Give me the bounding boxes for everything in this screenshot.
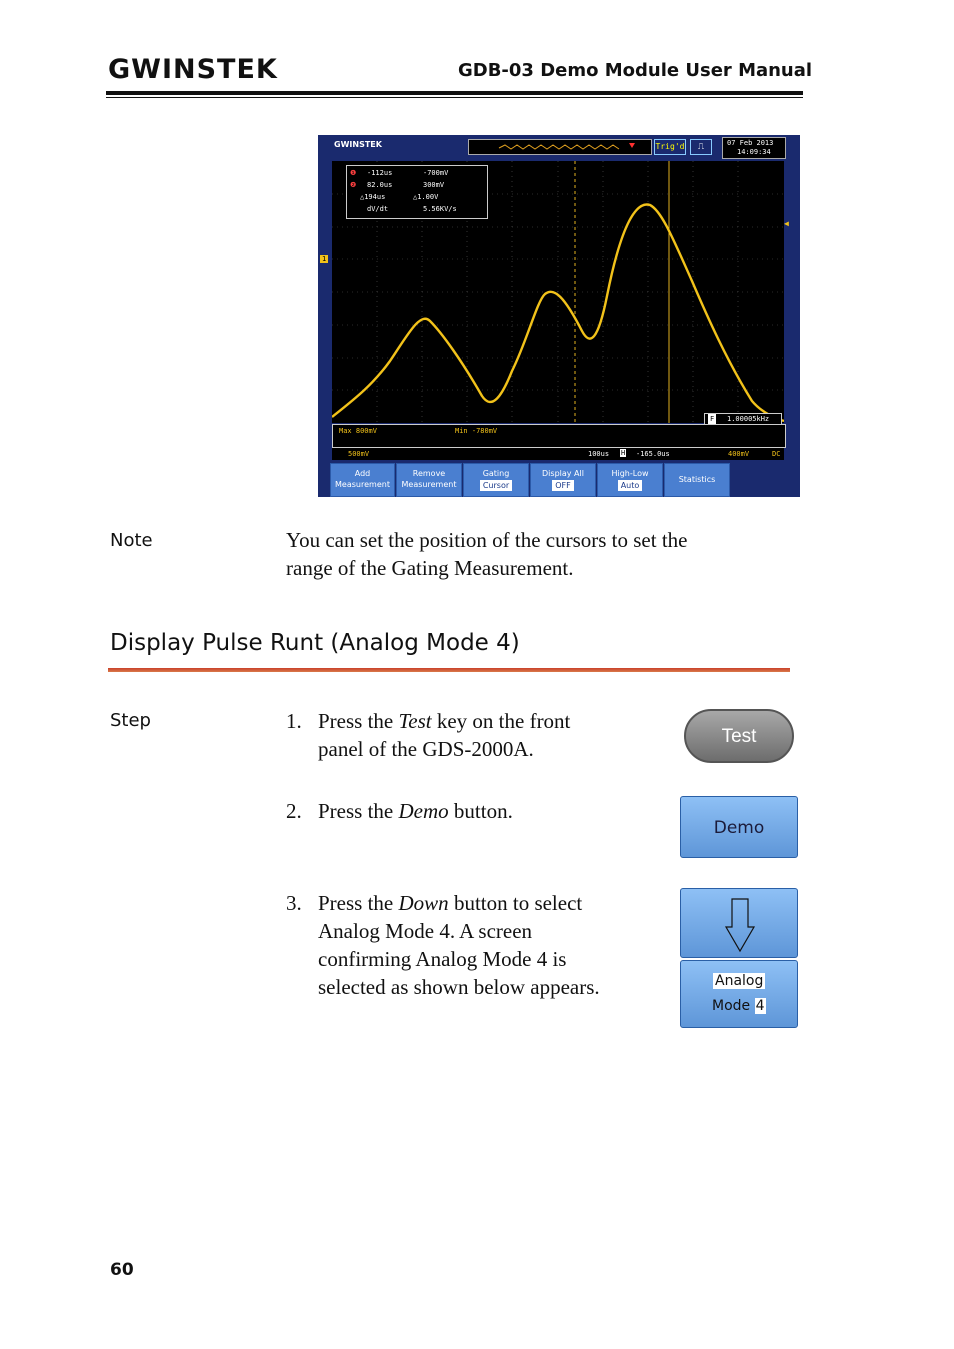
trigger-level: 400mV (728, 450, 750, 458)
trigger-edge-icon: ⎍ (690, 139, 712, 155)
dvdt-label: dV/dt (367, 205, 389, 213)
stat-min: Min -780mV (455, 427, 498, 435)
memory-bar (468, 139, 652, 155)
note-label: Note (110, 530, 153, 551)
cursor-1-volt: -700mV (423, 169, 449, 177)
ch1-scale: 500mV (348, 450, 370, 458)
cursor-2-time: 82.0us (367, 181, 393, 189)
horizontal-position: -165.0us (636, 450, 670, 458)
stat-max: Max 800mV (339, 427, 377, 435)
page-number: 60 (110, 1260, 134, 1280)
note-text: You can set the position of the cursors to set the range of the Gating Measurement. (286, 528, 688, 580)
demo-button: Demo (680, 796, 798, 858)
trigger-level-marker: ◀ (784, 219, 789, 228)
horizontal-icon: H (621, 449, 626, 457)
header-rule-thin (106, 97, 803, 98)
delta-volt: △1.00V (413, 193, 439, 201)
header-rule (106, 91, 803, 95)
memory-wave-icon (469, 140, 651, 154)
softkey-remove-measurement: Remove Measurement (396, 463, 462, 497)
scope-date: 07 Feb 2013 (727, 139, 774, 147)
step-item-1: 1. Press the Test key on the front panel of the GDS-2000A. (286, 709, 571, 761)
frequency-icon: F (710, 415, 715, 423)
brand-logo: GWINSTEK (108, 54, 278, 85)
section-rule (108, 668, 790, 672)
oscilloscope-screenshot (318, 135, 800, 497)
down-button (680, 888, 798, 958)
status-bar (332, 448, 784, 460)
softkey-display-all: Display All OFF (530, 463, 596, 497)
manual-title: GDB-03 Demo Module User Manual (458, 60, 813, 81)
scope-brand: GWINSTEK (334, 140, 382, 149)
step-item-3: 3. Press the Down button to select Analog Mode 4. A screen confirming Analog Mode 4 is selected as shown below appears. (286, 891, 600, 999)
section-heading: Display Pulse Runt (Analog Mode 4) (110, 630, 520, 656)
cursor-1-time: -112us (367, 169, 393, 177)
frequency-value: 1.00005kHz (727, 415, 770, 423)
softkey-gating: Gating Cursor (463, 463, 529, 497)
softkey-statistics: Statistics (664, 463, 730, 497)
scope-time: 14:09:34 (737, 148, 771, 156)
test-key-button: Test (684, 709, 794, 763)
analog-mode-4-button: Analog Mode 4 (680, 960, 798, 1028)
dvdt-value: 5.56KV/s (423, 205, 457, 213)
cursor-2-volt: 300mV (423, 181, 445, 189)
down-arrow-icon (681, 889, 799, 959)
trig-status: Trig'd (654, 139, 686, 155)
statistics-bar (332, 424, 786, 448)
date-time (722, 137, 786, 159)
softkey-add-measurement: Add Measurement (330, 463, 395, 497)
delta-time: △194us (360, 193, 386, 201)
channel-1-marker: 1 (322, 255, 327, 263)
softkey-high-low: High-Low Auto (597, 463, 663, 497)
step-item-2: 2. Press the Demo button. (286, 799, 513, 823)
cursor-measurement-panel: ❶ -112us -700mV ❷ 82.0us 300mV △194us △1.00V dV/dt 5.56KV/s (346, 165, 488, 219)
timebase: 100us (588, 450, 610, 458)
coupling: DC (772, 450, 781, 458)
step-label: Step (110, 710, 151, 731)
